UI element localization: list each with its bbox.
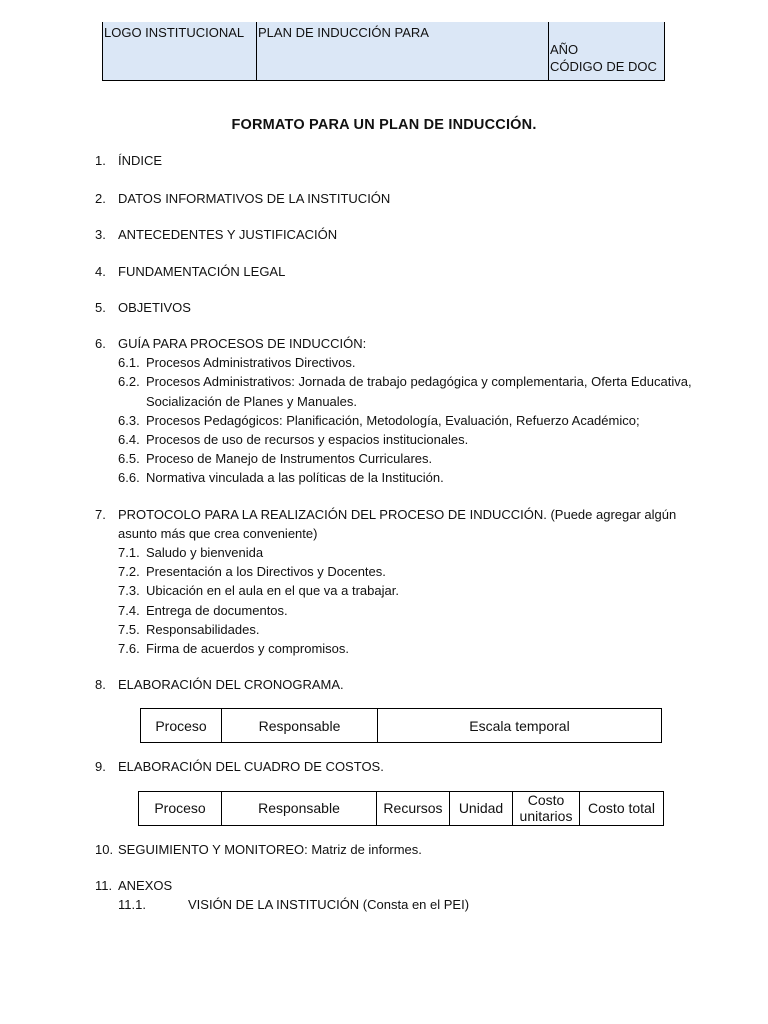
table-header-cell: Proceso (139, 791, 222, 825)
sub-item-text: Ubicación en el aula en el que va a trabajar. (146, 583, 399, 599)
item-text: DATOS INFORMATIVOS DE LA INSTITUCIÓN (118, 191, 391, 207)
sub-item (118, 581, 695, 600)
sub-item-number: 7.6. (118, 641, 140, 657)
sub-item-number: 7.2. (118, 564, 140, 580)
sub-item-number: 6.4. (118, 432, 140, 448)
sub-item (118, 620, 695, 639)
cronograma-table (140, 708, 662, 743)
document-header (102, 22, 665, 81)
header-doc-code: CÓDIGO DE DOC (550, 59, 657, 74)
sub-item (118, 449, 695, 468)
list-item-3 (95, 225, 695, 244)
item-number: 1. (95, 153, 106, 168)
sub-item-text: Saludo y bienvenida (146, 545, 264, 561)
sub-item-number: 7.4. (118, 602, 140, 618)
sub-item-number: 11.1. (118, 897, 146, 913)
item-number: 2. (95, 191, 106, 207)
list-item-4 (95, 262, 695, 281)
item-text: PROTOCOLO PARA LA REALIZACIÓN DEL PROCESO DE INDUCCIÓN. (Puede agregar algún asunto más que crea conveniente) (118, 506, 677, 541)
item-text: OBJETIVOS (118, 299, 191, 315)
sub-item (118, 353, 695, 372)
table-header-cell: Costo unitarios (513, 791, 580, 825)
sub-item (118, 895, 695, 914)
table-header-cell: Responsable (222, 791, 377, 825)
header-meta-cell (549, 22, 664, 80)
sub-item-text: VISIÓN DE LA INSTITUCIÓN (Consta en el PEI) (188, 897, 470, 913)
sub-item (118, 411, 695, 430)
item-text: FUNDAMENTACIÓN LEGAL (118, 263, 286, 279)
item-text: ÍNDICE (118, 153, 163, 168)
item-number: 6. (95, 336, 106, 352)
item-number: 4. (95, 263, 106, 279)
item-text: GUÍA PARA PROCESOS DE INDUCCIÓN: (118, 336, 367, 352)
item-text: ANTECEDENTES Y JUSTIFICACIÓN (118, 227, 338, 243)
item-text: SEGUIMIENTO Y MONITOREO: Matriz de informes. (118, 841, 422, 857)
sub-item-number: 7.3. (118, 583, 140, 599)
table-row (141, 709, 662, 743)
sub-item-text: Procesos de uso de recursos y espacios institucionales. (146, 432, 469, 448)
list-item-8 (95, 675, 695, 694)
header-logo-cell: LOGO INSTITUCIONAL (103, 22, 257, 80)
sub-item-text: Firma de acuerdos y compromisos. (146, 641, 350, 657)
item-number: 5. (95, 299, 106, 315)
item-text: ELABORACIÓN DEL CRONOGRAMA. (118, 677, 344, 693)
list-item-11 (95, 876, 695, 914)
sub-item-number: 6.3. (118, 412, 140, 428)
item-number: 7. (95, 506, 106, 522)
table-header-cell: Proceso (141, 709, 222, 743)
table-header-cell: Recursos (377, 791, 450, 825)
item-number: 10. (95, 841, 114, 857)
sub-item-number: 7.1. (118, 545, 140, 561)
list-item-6 (95, 334, 695, 488)
sub-item (118, 468, 695, 487)
header-year: AÑO (550, 42, 579, 57)
document-body (95, 151, 695, 914)
sub-item-number: 6.6. (118, 470, 140, 486)
header-plan-cell: PLAN DE INDUCCIÓN PARA (257, 22, 549, 80)
item-text: ELABORACIÓN DEL CUADRO DE COSTOS. (118, 759, 384, 775)
table-header-cell: Costo total (580, 791, 664, 825)
sub-item-text: Procesos Administrativos Directivos. (146, 355, 356, 371)
sub-item-text: Responsabilidades. (146, 621, 260, 637)
sub-item (118, 543, 695, 562)
sub-item (118, 430, 695, 449)
item-number: 8. (95, 677, 106, 693)
sub-item (118, 372, 695, 410)
list-item-9 (95, 757, 695, 776)
sub-item (118, 601, 695, 620)
list-item-5 (95, 298, 695, 317)
item-number: 11. (95, 877, 113, 893)
sub-item-text: Procesos Administrativos: Jornada de trabajo pedagógica y complementaria, Oferta Educativa, Socialización de Planes y Manuales. (146, 374, 692, 409)
table-row (139, 791, 664, 825)
sub-item-text: Procesos Pedagógicos: Planificación, Metodología, Evaluación, Refuerzo Académico; (146, 412, 640, 428)
sub-item-text: Entrega de documentos. (146, 602, 288, 618)
sub-item (118, 639, 695, 658)
item-number: 3. (95, 227, 106, 243)
item-number: 9. (95, 759, 106, 775)
table-header-cell: Escala temporal (378, 709, 662, 743)
sub-item-number: 6.2. (118, 374, 140, 390)
sub-item (118, 562, 695, 581)
sub-item-text: Proceso de Manejo de Instrumentos Curriculares. (146, 451, 433, 467)
table-header-cell: Responsable (222, 709, 378, 743)
list-item-7 (95, 505, 695, 659)
list-item-1 (95, 151, 695, 170)
sub-item-text: Presentación a los Directivos y Docentes. (146, 564, 386, 580)
item-text: ANEXOS (118, 877, 173, 893)
sub-item-number: 6.5. (118, 451, 140, 467)
document-title: FORMATO PARA UN PLAN DE INDUCCIÓN. (231, 117, 537, 133)
costos-table (138, 791, 664, 826)
sub-item-text: Normativa vinculada a las políticas de la Institución. (146, 470, 444, 486)
sub-item-number: 7.5. (118, 621, 140, 637)
list-item-2 (95, 189, 695, 208)
table-header-cell: Unidad (450, 791, 513, 825)
sub-item-number: 6.1. (118, 355, 140, 371)
list-item-10 (95, 840, 695, 859)
